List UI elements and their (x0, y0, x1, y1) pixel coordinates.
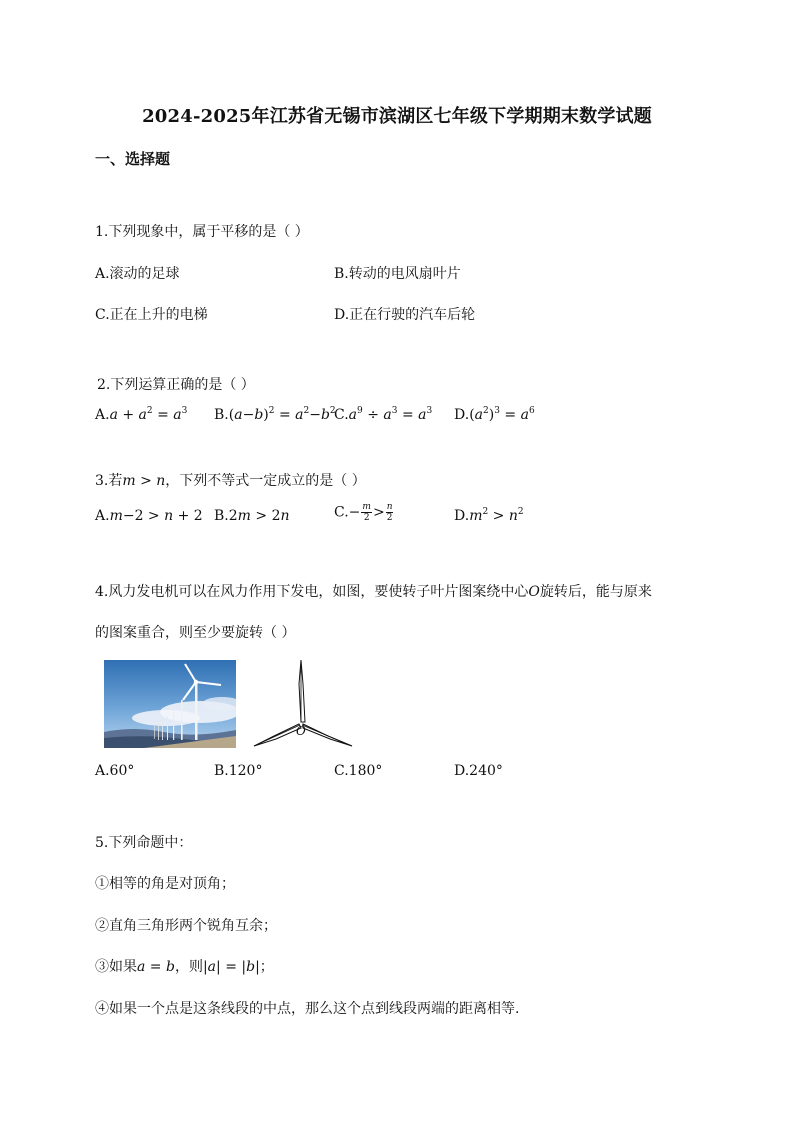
page-title: 2024-2025年江苏省无锡市滨湖区七年级下学期期末数学试题 (142, 106, 652, 127)
stem-text: 4.风力发电机可以在风力作用下发电，如图，要使转子叶片图案绕中心 (95, 584, 529, 600)
section-heading: 一、选择题 (95, 150, 171, 168)
stem-text: ，下列不等式一定成立的是（ ） (165, 473, 366, 489)
question-5-item-3 (95, 956, 274, 976)
question-1-option-b: B.转动的电风扇叶片 (334, 266, 461, 282)
question-3-option-b (214, 508, 290, 524)
math-expression: $(a-b)^2 = a^2-b^2$ (228, 406, 336, 423)
question-3-stem (95, 470, 366, 490)
question-2-option-d (454, 407, 535, 423)
question-3-option-c: C.− $\frac{m}{2}$ > $\frac{n}{2}$ (334, 502, 393, 523)
wind-turbine-photo (104, 660, 236, 748)
question-4-option-a: A.60° (95, 763, 135, 779)
option-label: B. (214, 407, 229, 423)
rotor-blade-diagram (252, 656, 356, 752)
item-text: ，则 (174, 959, 203, 975)
math-expression: $a + a^2 = a^3$ (109, 406, 188, 423)
option-label: C. (334, 504, 349, 521)
question-5-stem: 5.下列命题中： (95, 835, 193, 851)
fraction: $\frac{n}{2}$ (386, 502, 393, 523)
fraction: $\frac{m}{2}$ (362, 502, 371, 523)
question-2-stem: 2.下列运算正确的是（ ） (97, 377, 255, 393)
question-3-option-a (95, 508, 203, 524)
question-1-option-d: D.正在行驶的汽车后轮 (334, 307, 476, 323)
question-3-option-d (454, 508, 524, 524)
math-expression: m−2 > n + 2 (109, 508, 203, 524)
option-label: A. (95, 508, 110, 524)
math-variable: O (528, 584, 540, 600)
question-2-option-b (214, 407, 336, 423)
math-expression: m > n (122, 473, 166, 489)
math-expression: $m^2 > n^2$ (469, 507, 524, 524)
item-text: ； (259, 959, 274, 975)
question-5-item-4: ④如果一个点是这条线段的中点，那么这个点到线段两端的距离相等. (95, 1001, 520, 1017)
question-4-option-d: D.240° (454, 763, 503, 779)
question-1-option-c: C.正在上升的电梯 (95, 307, 208, 323)
question-1-stem: 1.下列现象中，属于平移的是（ ） (95, 224, 309, 240)
math-expression: 2m > 2n (228, 508, 290, 524)
question-1-option-a: A.滚动的足球 (95, 266, 180, 282)
center-label-o: O (296, 724, 306, 738)
math-expression: $(a^2)^3 = a^6$ (469, 406, 535, 423)
math-expression: |a| = |b| (202, 959, 260, 975)
stem-text: 旋转后，能与原来 (539, 584, 652, 600)
question-4-stem-line-2: 的图案重合，则至少要旋转（ ） (95, 625, 296, 641)
item-text: ③如果 (95, 959, 137, 975)
question-5-item-1: ①相等的角是对顶角； (95, 876, 235, 892)
question-2-option-c (334, 407, 432, 423)
question-4-stem-line-1 (95, 581, 652, 601)
question-4-option-b: B.120° (214, 763, 263, 779)
question-5-item-2: ②直角三角形两个锐角互余； (95, 918, 277, 934)
option-label: D. (454, 407, 470, 423)
option-label: B. (214, 508, 229, 524)
option-label: A. (95, 407, 110, 423)
option-label: D. (454, 508, 470, 524)
question-2-option-a (95, 407, 187, 423)
stem-text: 3.若 (95, 473, 123, 489)
math-expression: a = b (137, 959, 175, 975)
math-expression: $a^9 \div a^3 = a^3$ (348, 406, 433, 423)
option-label: C. (334, 407, 349, 423)
question-4-option-c: C.180° (334, 763, 383, 779)
